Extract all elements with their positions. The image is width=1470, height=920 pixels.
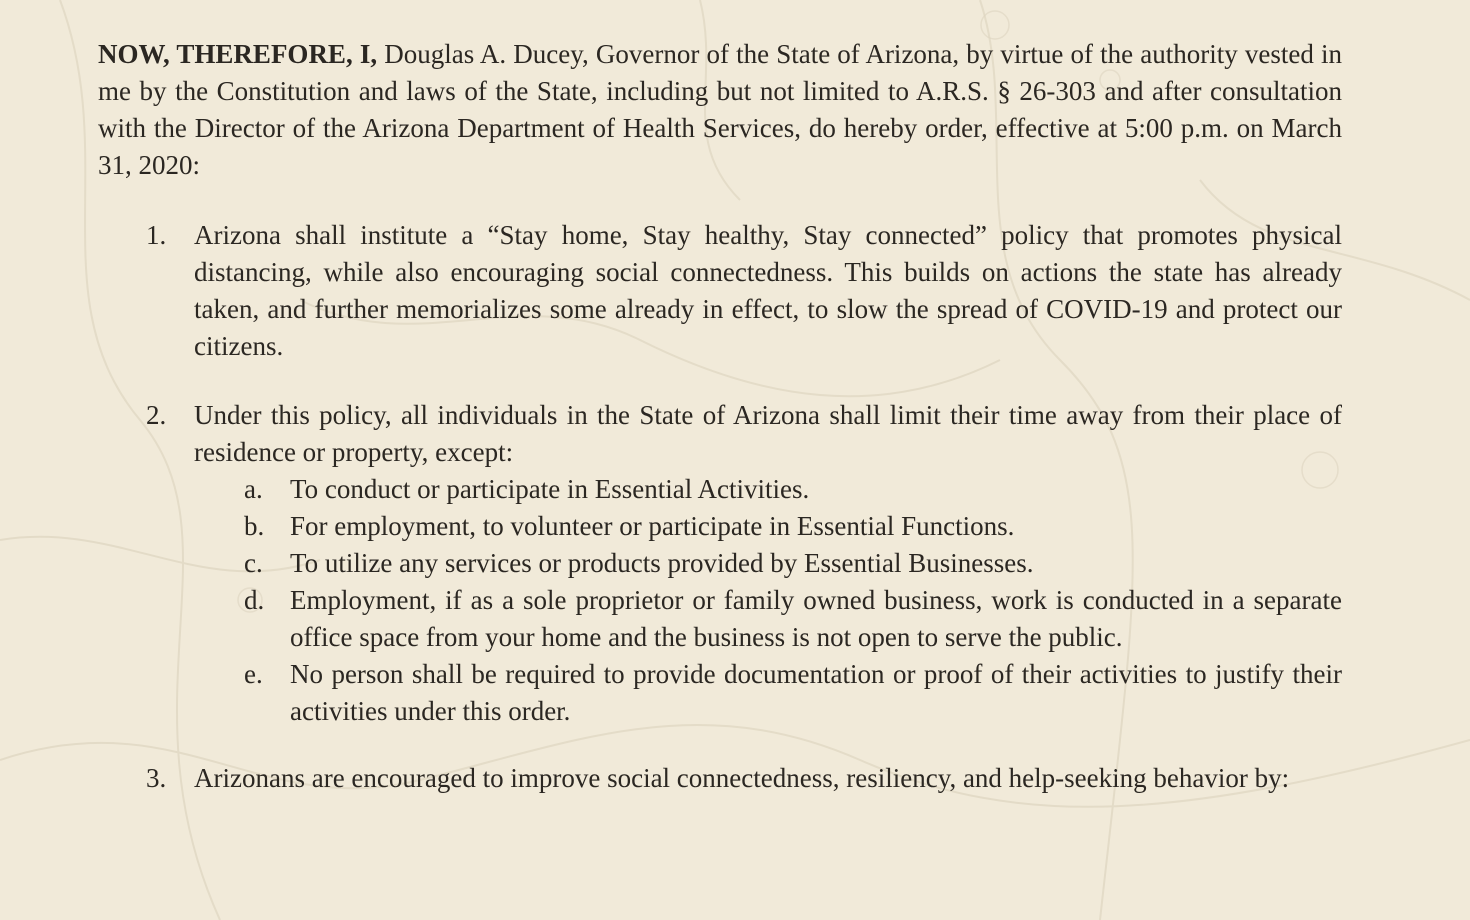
list-item bbox=[98, 545, 1342, 582]
sub-item-text: To conduct or participate in Essential Activities. bbox=[290, 474, 810, 504]
sub-item-letter: b. bbox=[244, 511, 265, 541]
list-item bbox=[98, 656, 1342, 730]
item-text: Under this policy, all individuals in the State of Arizona shall limit their time away from their place of residence or property, except: bbox=[194, 400, 1342, 467]
preamble-lead: NOW, THEREFORE, I, bbox=[98, 39, 378, 69]
exceptions-list bbox=[98, 471, 1342, 730]
sub-item-letter: e. bbox=[244, 659, 263, 689]
preamble-body: Douglas A. Ducey, Governor of the State of Arizona, by virtue of the authority vested in me by the Constitution and laws of the State, including but not limited to A.R.S. § 26-303 and after consultation with the Director of the Arizona Department of Health Services, do hereby order, effective at 5:00 p.m. on March 31, 2020: bbox=[98, 39, 1343, 180]
item-text: Arizonans are encouraged to improve social connectedness, resiliency, and help-seeking behavior by: bbox=[194, 763, 1290, 793]
order-preamble bbox=[98, 36, 1342, 184]
list-item bbox=[98, 582, 1342, 656]
item-number: 2. bbox=[146, 400, 167, 430]
item-number: 1. bbox=[146, 220, 167, 250]
item-text: Arizona shall institute a “Stay home, Stay healthy, Stay connected” policy that promotes physical distancing, while also encouraging social connectedness. This builds on actions the state has already taken, and further memorializes some already in effect, to slow the spread of COVID-19 and protect our citizens. bbox=[194, 220, 1342, 361]
sub-item-letter: d. bbox=[244, 585, 265, 615]
sub-item-letter: c. bbox=[244, 548, 263, 578]
sub-item-text: To utilize any services or products provided by Essential Businesses. bbox=[290, 548, 1034, 578]
sub-item-letter: a. bbox=[244, 474, 263, 504]
sub-item-text: Employment, if as a sole proprietor or family owned business, work is conducted in a separate office space from your home and the business is not open to serve the public. bbox=[290, 585, 1342, 652]
order-item-3 bbox=[98, 760, 1342, 797]
order-item-1 bbox=[98, 217, 1342, 365]
list-item bbox=[98, 508, 1342, 545]
sub-item-text: No person shall be required to provide documentation or proof of their activities to justify their activities under this order. bbox=[290, 659, 1342, 726]
sub-item-text: For employment, to volunteer or participate in Essential Functions. bbox=[290, 511, 1015, 541]
order-item-2 bbox=[98, 397, 1342, 730]
list-item bbox=[98, 471, 1342, 508]
item-number: 3. bbox=[146, 763, 167, 793]
